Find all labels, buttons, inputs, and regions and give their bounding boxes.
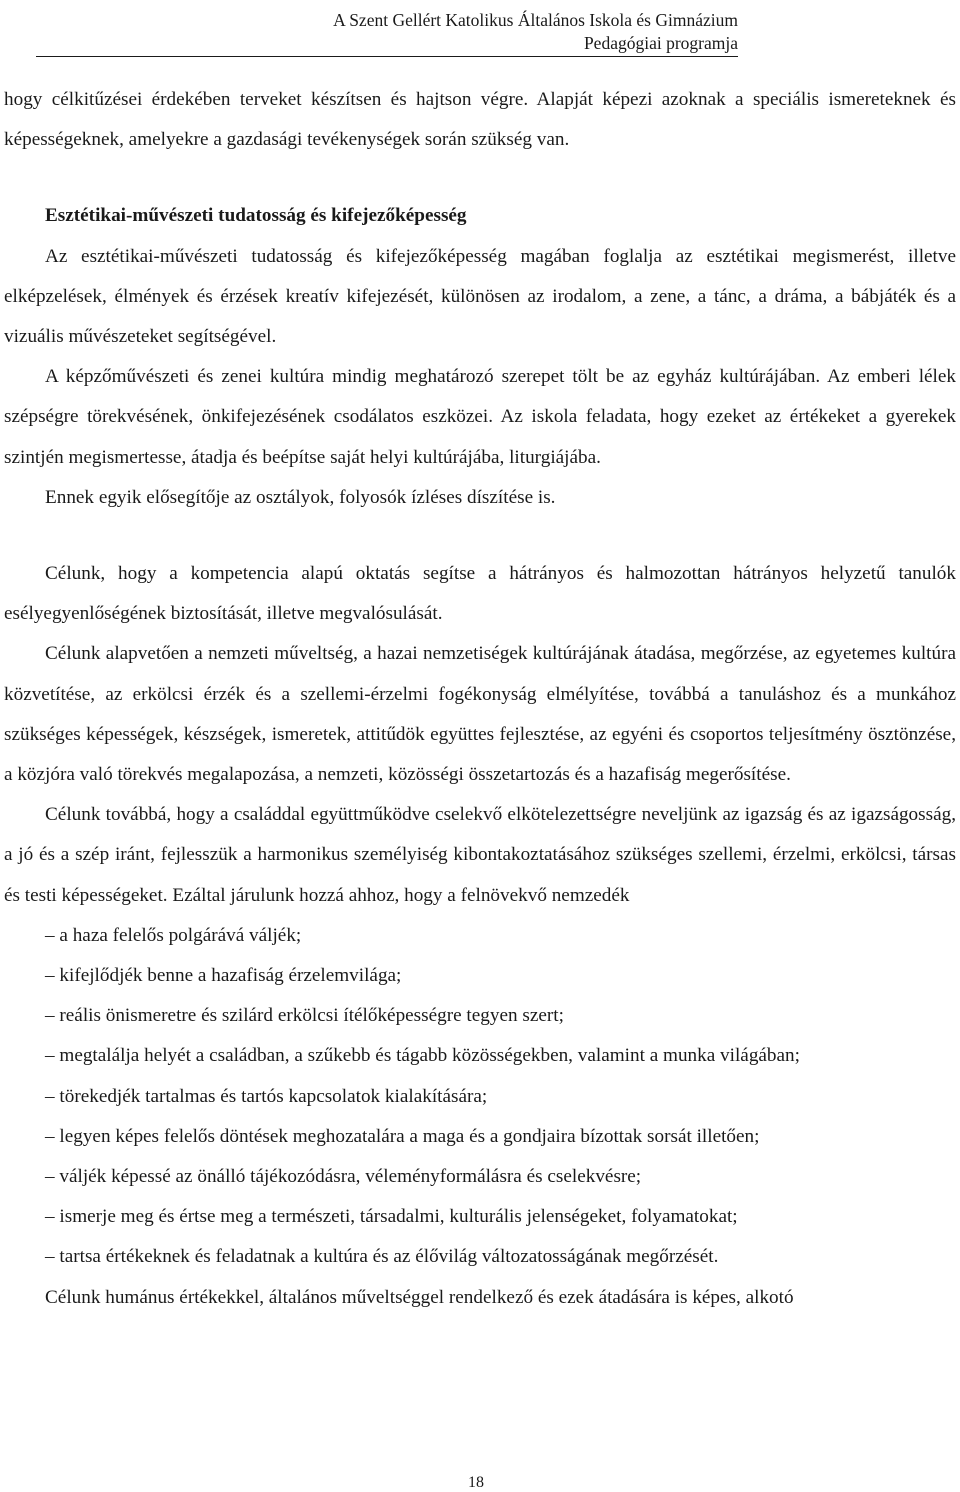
list-item: – kifejlődjék benne a hazafiság érzelemvilága;: [45, 965, 402, 987]
paragraph: Célunk továbbá, hogy a családdal együttműködve cselekvő elkötelezettségre neveljünk az igazság és az igazságosság, a jó és a szép iránt, fejlesszük a harmonikus személyiség kibontakoztatásához szükséges szellemi, érzelmi, erkölcsi, társas és testi képességeket. Ezáltal járulunk hozzá ahhoz, hogy a felnövekvő nemzedék: [4, 804, 956, 906]
page-header: [0, 0, 960, 62]
page-body: [4, 80, 956, 1318]
header-document-title: Pedagógiai programja: [583, 33, 738, 53]
paragraph-intro: hogy célkitűzései érdekében terveket készítsen és hajtson végre. Alapját képezi azoknak a speciális ismereteknek és képességeknek, amelyekre a gazdasági tevékenységek során szükség van.: [4, 89, 956, 151]
list-item: – tartsa értékeknek és feladatnak a kultúra és az élővilág változatosságának megőrzését.: [45, 1246, 719, 1268]
section-title: Esztétikai-művészeti tudatosság és kifejezőképesség: [45, 205, 467, 227]
list-item: – váljék képessé az önálló tájékozódásra, véleményformálásra és cselekvésre;: [45, 1166, 642, 1188]
list-item: – legyen képes felelős döntések meghozatalára a maga és a gondjaira bízottak sorsát illetően;: [45, 1125, 760, 1147]
page-number: 18: [468, 1474, 484, 1491]
list-item: – megtalálja helyét a családban, a szűkebb és tágabb közösségekben, valamint a munka világában;: [45, 1045, 800, 1067]
paragraph: Az esztétikai-művészeti tudatosság és kifejezőképesség magában foglalja az esztétikai megismerést, illetve elképzelések, élmények és érzések kreatív kifejezését, különösen az irodalom, a zene, a tánc, a dráma, a bábjáték és a vizuális művészeteket segítségével.: [4, 245, 956, 348]
paragraph: Célunk alapvetően a nemzeti műveltség, a hazai nemzetiségek kultúrájának átadása, megőrzése, az egyetemes kultúra közvetítése, az erkölcsi érzék és a szellemi-érzelmi fogékonyság elmélyítése, továbbá a tanuláshoz és a munkához szükséges képességek, készségek, ismeretek, attitűdök együttes fejlesztése, az egyéni és csoportos teljesítmény ösztönzése, a közjóra való törekvés megalapozása, a nemzeti, közösségi összetartozás és a hazafiság megerősítése.: [4, 643, 956, 786]
paragraph: Ennek egyik elősegítője az osztályok, folyosók ízléses díszítése is.: [45, 486, 556, 508]
paragraph: Célunk, hogy a kompetencia alapú oktatás segítse a hátrányos és halmozottan hátrányos helyzetű tanulók esélyegyenlőségének biztosítását, illetve megvalósulását.: [4, 563, 956, 625]
list-item: – törekedjék tartalmas és tartós kapcsolatok kialakítására;: [45, 1085, 488, 1107]
list-item: – ismerje meg és értse meg a természeti, társadalmi, kulturális jelenségeket, folyamatokat;: [45, 1206, 738, 1228]
list-item: – a haza felelős polgárává váljék;: [45, 924, 302, 946]
paragraph: A képzőművészeti és zenei kultúra mindig meghatározó szerepet tölt be az egyház kultúrájában. Az emberi lélek szépségre törekvésének, önkifejezésének csodálatos eszközei. Az iskola feladata, hogy ezeket az értékeket a gyerekek szintjén megismertesse, átadja és beépítse saját helyi kultúrájába, liturgiájába.: [4, 366, 956, 468]
paragraph: Célunk humánus értékekkel, általános műveltséggel rendelkező és ezek átadására is képes, alkotó: [45, 1286, 794, 1308]
header-divider: [36, 56, 738, 57]
header-school-name: A Szent Gellért Katolikus Általános Iskola és Gimnázium: [333, 10, 738, 30]
list-item: – reális önismeretre és szilárd erkölcsi ítélőképességre tegyen szert;: [45, 1005, 564, 1027]
